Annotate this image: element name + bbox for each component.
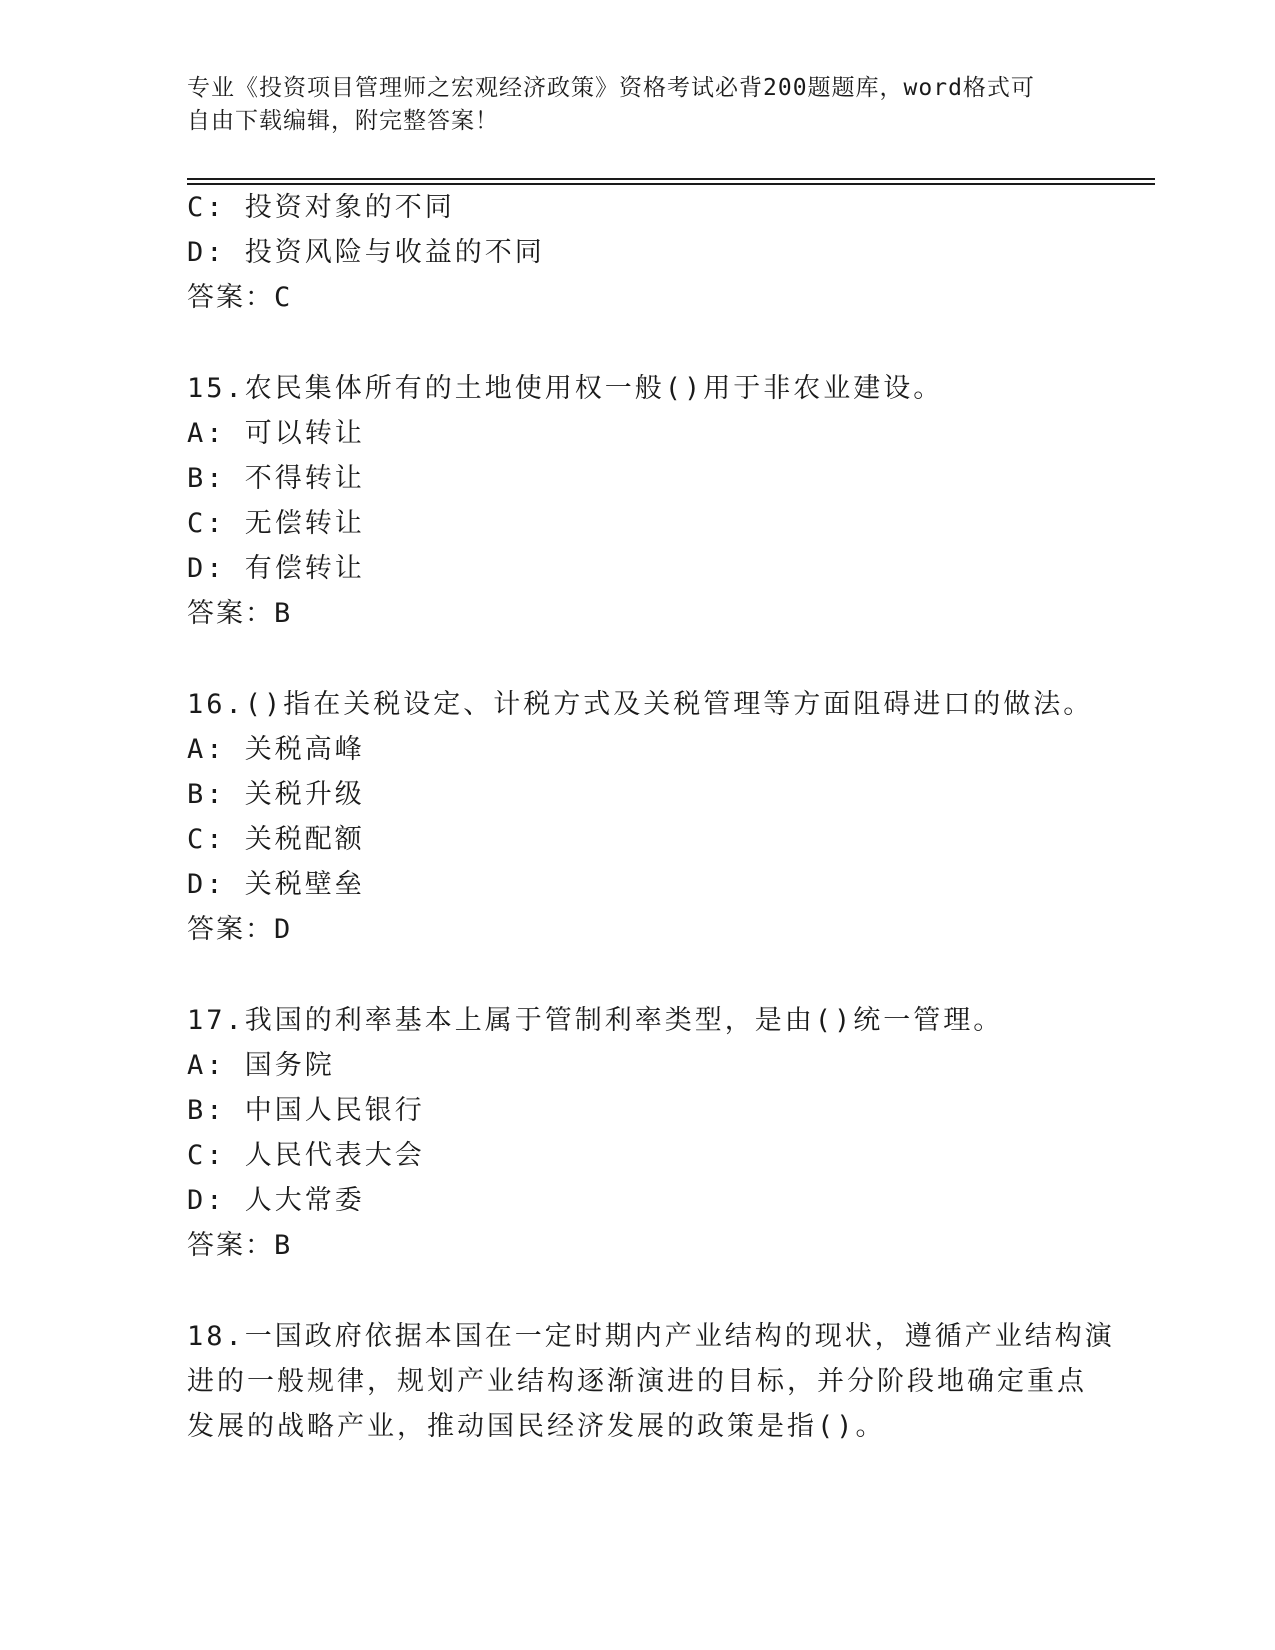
q14-option-d: D: 投资风险与收益的不同	[187, 237, 545, 268]
q17-stem: 17.我国的利率基本上属于管制利率类型，是由()统一管理。	[187, 1005, 1004, 1036]
q17-option-d: D: 人大常委	[187, 1185, 365, 1216]
q15-option-c: C: 无偿转让	[187, 508, 365, 539]
answer-value: C	[274, 282, 293, 313]
q16-option-d: D: 关税壁垒	[187, 869, 365, 900]
q17-answer	[187, 1229, 292, 1263]
q16-option-a: A: 关税高峰	[187, 734, 365, 765]
q16-option-b: B: 关税升级	[187, 779, 365, 810]
q16-answer	[187, 913, 292, 947]
header-divider-top	[187, 178, 1155, 180]
q15-option-d: D: 有偿转让	[187, 553, 365, 584]
q15-answer	[187, 597, 292, 631]
q15-option-b: B: 不得转让	[187, 463, 365, 494]
answer-label: 答案：	[187, 598, 274, 629]
q16-stem: 16.()指在关税设定、计税方式及关税管理等方面阻碍进口的做法。	[187, 689, 1094, 720]
q16-option-c: C: 关税配额	[187, 824, 365, 855]
document-header	[187, 72, 1067, 138]
q18-stem-line-2: 进的一般规律，规划产业结构逐渐演进的目标，并分阶段地确定重点	[187, 1366, 1087, 1397]
answer-label: 答案：	[187, 282, 274, 313]
q15-option-a: A: 可以转让	[187, 418, 365, 449]
answer-label: 答案：	[187, 914, 274, 945]
answer-label: 答案：	[187, 1230, 274, 1261]
q18-stem-line-1: 18.一国政府依据本国在一定时期内产业结构的现状，遵循产业结构演	[187, 1321, 1115, 1352]
q17-option-a: A: 国务院	[187, 1050, 335, 1081]
answer-value: B	[274, 598, 293, 629]
q15-stem: 15.农民集体所有的土地使用权一般()用于非农业建设。	[187, 373, 944, 404]
header-divider-bottom	[187, 183, 1155, 185]
q17-option-b: B: 中国人民银行	[187, 1095, 425, 1126]
q14-answer	[187, 281, 292, 315]
q17-option-c: C: 人民代表大会	[187, 1140, 425, 1171]
q14-option-c: C: 投资对象的不同	[187, 192, 455, 223]
header-line-2: 自由下载编辑，附完整答案！	[187, 108, 499, 134]
answer-value: D	[274, 914, 293, 945]
q18-stem-line-3: 发展的战略产业，推动国民经济发展的政策是指()。	[187, 1411, 886, 1442]
answer-value: B	[274, 1230, 293, 1261]
header-line-1: 专业《投资项目管理师之宏观经济政策》资格考试必背200题题库，word格式可	[187, 75, 1035, 101]
